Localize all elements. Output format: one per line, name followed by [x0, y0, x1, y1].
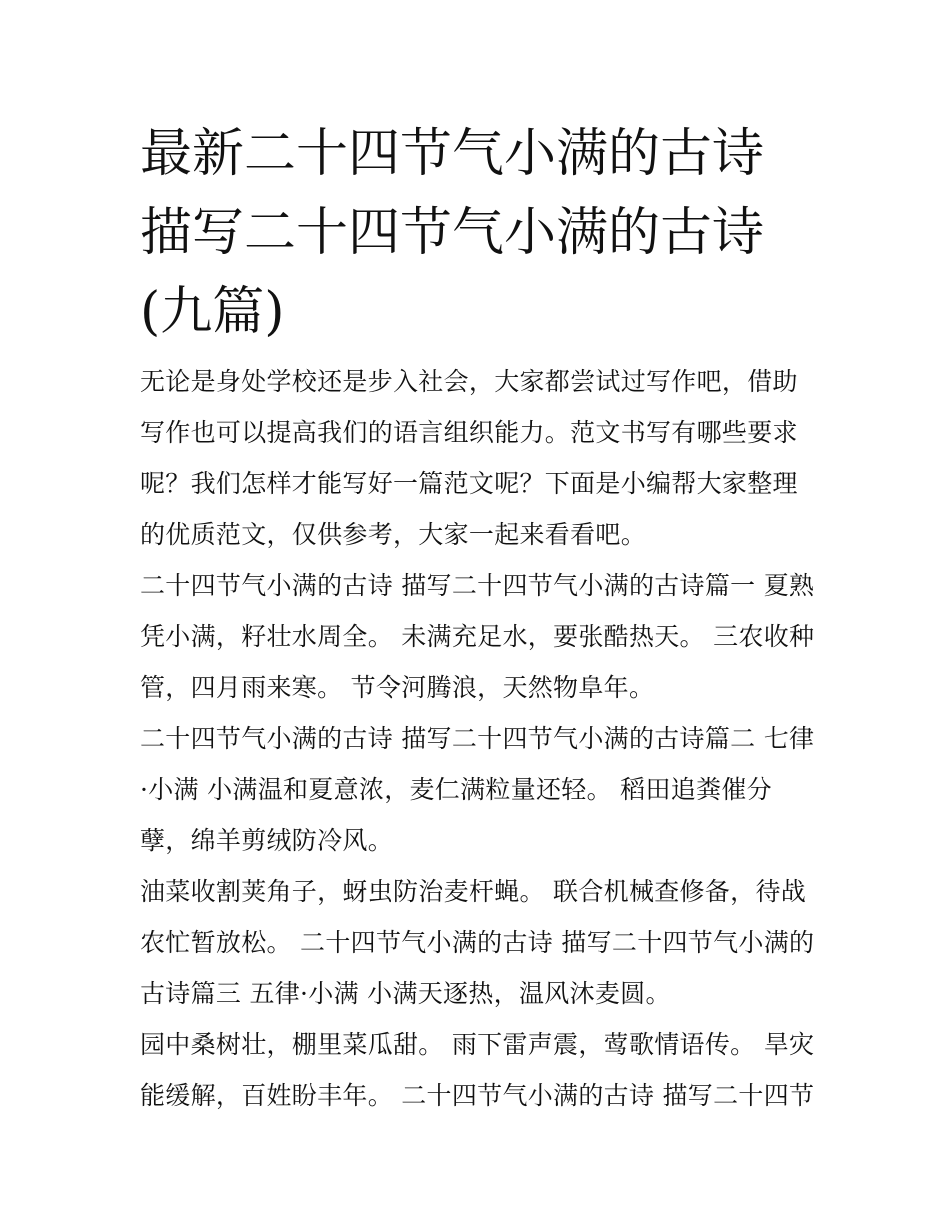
document-body — [140, 356, 815, 1121]
paragraph-poem-2: 二十四节气小满的古诗 描写二十四节气小满的古诗篇二 七律·小满 小满温和夏意浓，麦仁满粒量还轻。 稻田追粪催分孽，绵羊剪绒防冷风。 — [140, 724, 815, 855]
paragraph-intro: 无论是身处学校还是步入社会，大家都尝试过写作吧，借助写作也可以提高我们的语言组织能力。范文书写有哪些要求呢？我们怎样才能写好一篇范文呢？下面是小编帮大家整理的优质范文，仅供参考，大家一起来看看吧。 — [140, 367, 798, 549]
paragraph-poem-1: 二十四节气小满的古诗 描写二十四节气小满的古诗篇一 夏熟凭小满，籽壮水周全。 未满充足水，要张酷热天。 三农收种管，四月雨来寒。 节令河腾浪，天然物阜年。 — [140, 571, 815, 702]
paragraph-poem-3-cont: 园中桑树壮，棚里菜瓜甜。 雨下雷声震，莺歌情语传。 旱灾能缓解，百姓盼丰年。 二十四节气小满的古诗 描写二十四节 — [140, 1030, 815, 1110]
document-title: 最新二十四节气小满的古诗 描写二十四节气小满的古诗(九篇) — [140, 124, 765, 342]
paragraph-poem-2-cont: 油菜收割荚角子，蚜虫防治麦杆蝇。 联合机械查修备，待战农忙暂放松。 二十四节气小满的古诗 描写二十四节气小满的古诗篇三 五律·小满 小满天逐热，温风沐麦圆。 — [140, 877, 815, 1008]
